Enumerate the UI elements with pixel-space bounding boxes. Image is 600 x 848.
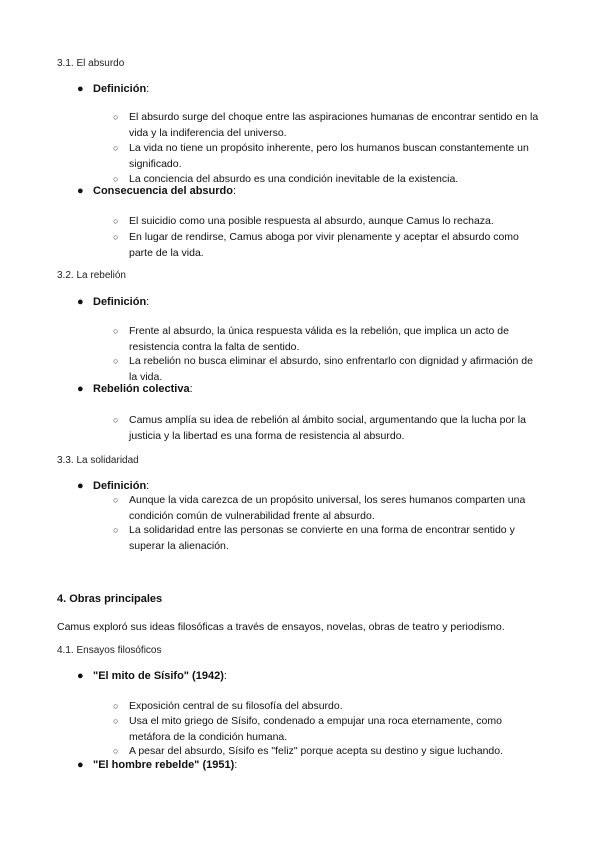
list-item: ○ Camus amplía su idea de rebelión al ámbito social, argumentando que la lucha por la justicia y la libertad es una forma de resistencia al absurdo. (113, 414, 526, 442)
list-item: ○ La solidaridad entre las personas se convierte en una forma de encontrar sentido y superar la alienación. (113, 524, 515, 552)
list-item: ○ El absurdo surge del choque entre las aspiraciones humanas de encontrar sentido en la vida y la indiferencia del universo. (113, 111, 539, 139)
list-item: ○ La conciencia del absurdo es una condición inevitable de la existencia. (113, 173, 459, 185)
bullet-label: Definición (93, 480, 147, 492)
bullet-dot: ● (77, 480, 84, 492)
bullet-dot: ● (77, 83, 84, 95)
bullet-label: Definición (93, 83, 147, 95)
bullet-dot: ● (77, 383, 84, 395)
list-item: ○ La vida no tiene un propósito inherente, pero los humanos buscan constantemente un significado. (113, 142, 529, 170)
section-heading-3-1: 3.1. El absurdo (57, 58, 125, 69)
section-heading-4-1: 4.1. Ensayos filosóficos (57, 645, 162, 656)
list-item: ○ El suicidio como una posible respuesta al absurdo, aunque Camus lo rechaza. (113, 215, 494, 227)
section-heading-3-2: 3.2. La rebelión (57, 270, 126, 281)
list-item: ○ A pesar del absurdo, Sísifo es "feliz" porque acepta su destino y sigue luchando. (113, 745, 504, 757)
bullet-dot: ● (77, 185, 84, 197)
bullet-label: "El mito de Sísifo" (1942) (93, 670, 224, 682)
list-item: ○ Usa el mito griego de Sísifo, condenado a empujar una roca eternamente, como metáfora de la condición humana. (113, 715, 502, 743)
bullet-dot: ● (77, 296, 84, 308)
section-heading-3-3: 3.3. La solidaridad (57, 455, 139, 466)
list-item: ○ La rebelión no busca eliminar el absurdo, sino enfrentarlo con dignidad y afirmación de la vida. (113, 355, 533, 383)
intro-paragraph: Camus exploró sus ideas filosóficas a través de ensayos, novelas, obras de teatro y periodismo. (57, 621, 505, 633)
section-heading-4: 4. Obras principales (57, 593, 163, 605)
list-item: ○ Exposición central de su filosofía del absurdo. (113, 700, 343, 712)
bullet-dot: ● (77, 759, 84, 771)
list-item: ○ Frente al absurdo, la única respuesta válida es la rebelión, que implica un acto de resistencia contra la falta de sentido. (113, 325, 509, 353)
list-item: ○ Aunque la vida carezca de un propósito universal, los seres humanos comparten una condición común de vulnerabilidad frente al absurdo. (113, 494, 526, 522)
bullet-label: "El hombre rebelde" (1951) (93, 759, 235, 771)
bullet-dot: ● (77, 670, 84, 682)
bullet-label: Rebelión colectiva (93, 383, 190, 395)
bullet-label: Definición (93, 296, 147, 308)
bullet-label: Consecuencia del absurdo (93, 185, 233, 197)
list-item: ○ En lugar de rendirse, Camus aboga por vivir plenamente y aceptar el absurdo como parte de la vida. (113, 231, 519, 259)
